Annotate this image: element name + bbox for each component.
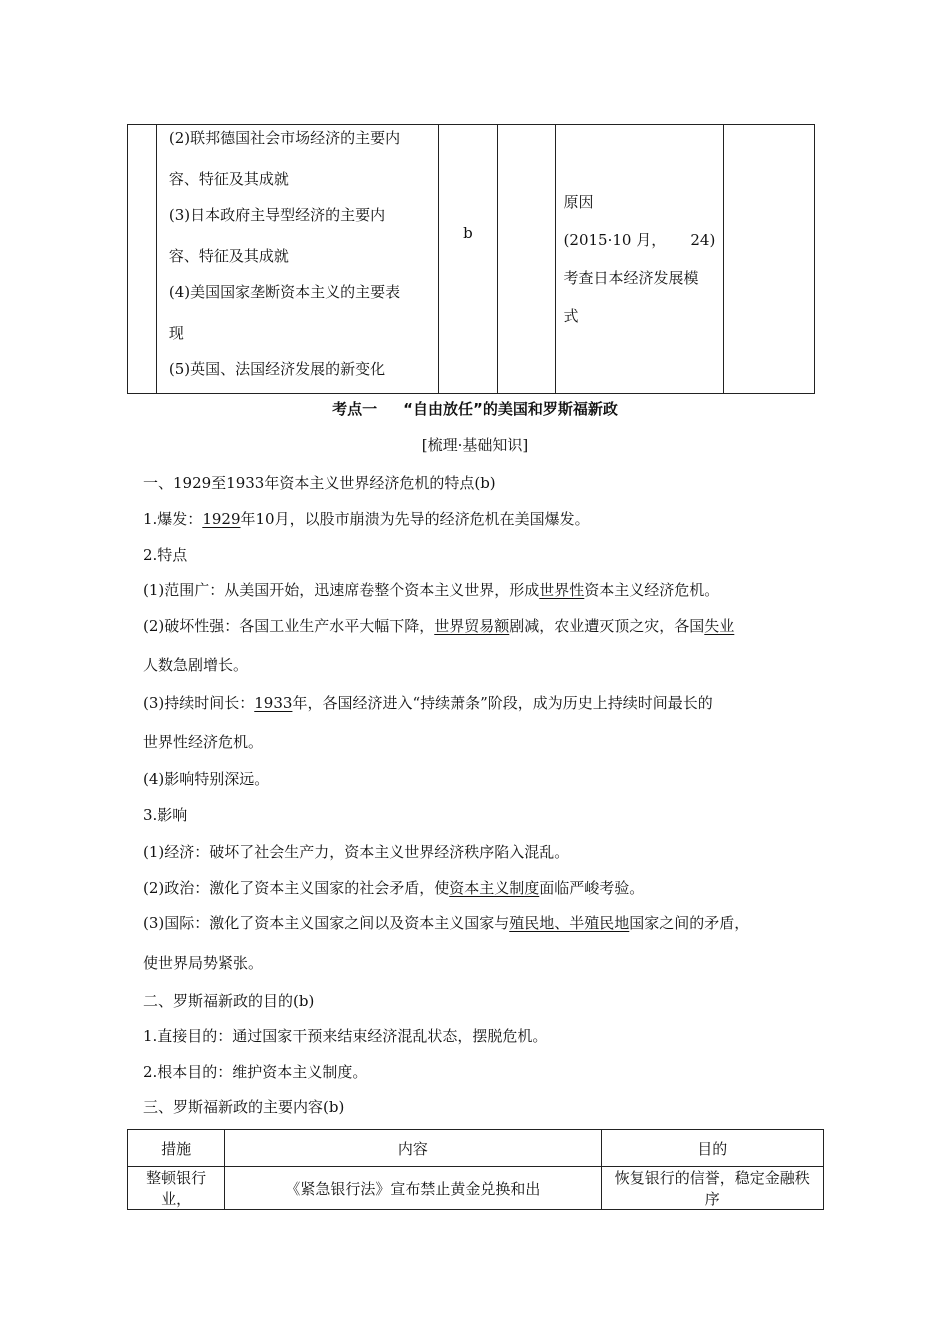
paragraph: 2.根本目的：维护资本主义制度。 [143, 1063, 368, 1081]
section-title [0, 398, 950, 419]
text: (2)政治：激化了资本主义国家的社会矛盾，使 [143, 879, 450, 897]
topic-line: 容、特征及其成就 [168, 170, 289, 188]
paragraph [143, 615, 823, 636]
topic-line: (5)英国、法国经济发展的新变化 [168, 360, 386, 378]
level-cell [438, 125, 497, 394]
underlined-answer: 1933 [254, 694, 293, 712]
curriculum-table [127, 124, 815, 394]
paragraph [143, 877, 823, 898]
table-header-row [128, 1130, 824, 1167]
text: 1.爆发： [143, 510, 203, 528]
section-heading: “自由放任”的美国和罗斯福新政 [403, 400, 618, 418]
blank-cell [128, 125, 157, 394]
paragraph [143, 912, 823, 933]
text: 剧减，农业遭灭顶之灾，各国 [509, 617, 705, 635]
topic-line: 现 [168, 324, 184, 342]
paragraph: 2.特点 [143, 546, 188, 564]
underlined-answer: 世界性 [539, 581, 585, 599]
paragraph: (4)影响特别深远。 [143, 770, 270, 788]
text: (3)国际：激化了资本主义国家之间以及资本主义国家与 [143, 914, 510, 932]
topic-line: (2)联邦德国社会市场经济的主要内 [168, 129, 401, 147]
paragraph [143, 579, 823, 600]
sub-title: [梳理·基础知识] [421, 436, 529, 454]
header-cell: 内容 [225, 1130, 601, 1167]
section-label: 考点一 [332, 400, 378, 418]
new-deal-table [127, 1129, 824, 1210]
exam-line: 式 [563, 307, 579, 325]
heading-3: 三、罗斯福新政的主要内容(b) [143, 1098, 345, 1116]
paragraph: 3.影响 [143, 806, 188, 824]
blank-cell [497, 125, 555, 394]
exam-line: (2015·10 月， [563, 231, 667, 249]
underlined-answer: 资本主义制度 [449, 879, 540, 897]
paragraph [143, 508, 823, 529]
table-cell: 恢复银行的信誉，稳定金融秩序 [601, 1167, 823, 1210]
paragraph: 世界性经济危机。 [143, 733, 264, 751]
paragraph: 1.直接目的：通过国家干预来结束经济混乱状态，摆脱危机。 [143, 1027, 548, 1045]
underlined-answer: 世界贸易额 [434, 617, 510, 635]
table-row [128, 125, 815, 394]
paragraph: 使世界局势紧张。 [143, 954, 264, 972]
header-cell: 措施 [128, 1130, 225, 1167]
topic-line: (3)日本政府主导型经济的主要内 [168, 206, 386, 224]
heading-1: 一、1929至1933年资本主义世界经济危机的特点(b) [143, 474, 496, 492]
underlined-answer: 殖民地、半殖民地 [509, 914, 630, 932]
exam-cell [555, 125, 724, 394]
table-cell: 《紧急银行法》宣布禁止黄金兑换和出 [225, 1167, 601, 1210]
text: 国家之间的矛盾， [629, 914, 750, 932]
table-cell: 整顿银行业， [128, 1167, 225, 1210]
topic-line: 容、特征及其成就 [168, 247, 289, 265]
topic-line: (4)美国国家垄断资本主义的主要表 [168, 283, 401, 301]
table-row [128, 1167, 824, 1210]
exam-line: 原因 [563, 193, 594, 211]
exam-line: 考查日本经济发展模 [563, 269, 699, 287]
text: 年，各国经济进入“持续萧条”阶段，成为历史上持续时间最长的 [292, 694, 713, 712]
paragraph [143, 692, 823, 713]
text: (2)破坏性强：各国工业生产水平大幅下降， [143, 617, 435, 635]
text: 资本主义经济危机。 [584, 581, 720, 599]
level-value: b [463, 224, 473, 242]
topic-cell [156, 125, 438, 394]
paragraph: (1)经济：破坏了社会生产力，资本主义世界经济秩序陷入混乱。 [143, 843, 570, 861]
text: 年10月，以股市崩溃为先导的经济危机在美国爆发。 [240, 510, 590, 528]
text: (1)范围广：从美国开始，迅速席卷整个资本主义世界，形成 [143, 581, 540, 599]
text: (3)持续时间长： [143, 694, 255, 712]
text: 面临严峻考验。 [539, 879, 645, 897]
underlined-answer: 失业 [704, 617, 735, 635]
exam-line: 24) [690, 231, 716, 249]
heading-2: 二、罗斯福新政的目的(b) [143, 992, 315, 1010]
underlined-answer: 1929 [202, 510, 241, 528]
header-cell: 目的 [601, 1130, 823, 1167]
blank-cell [724, 125, 815, 394]
paragraph: 人数急剧增长。 [143, 656, 249, 674]
